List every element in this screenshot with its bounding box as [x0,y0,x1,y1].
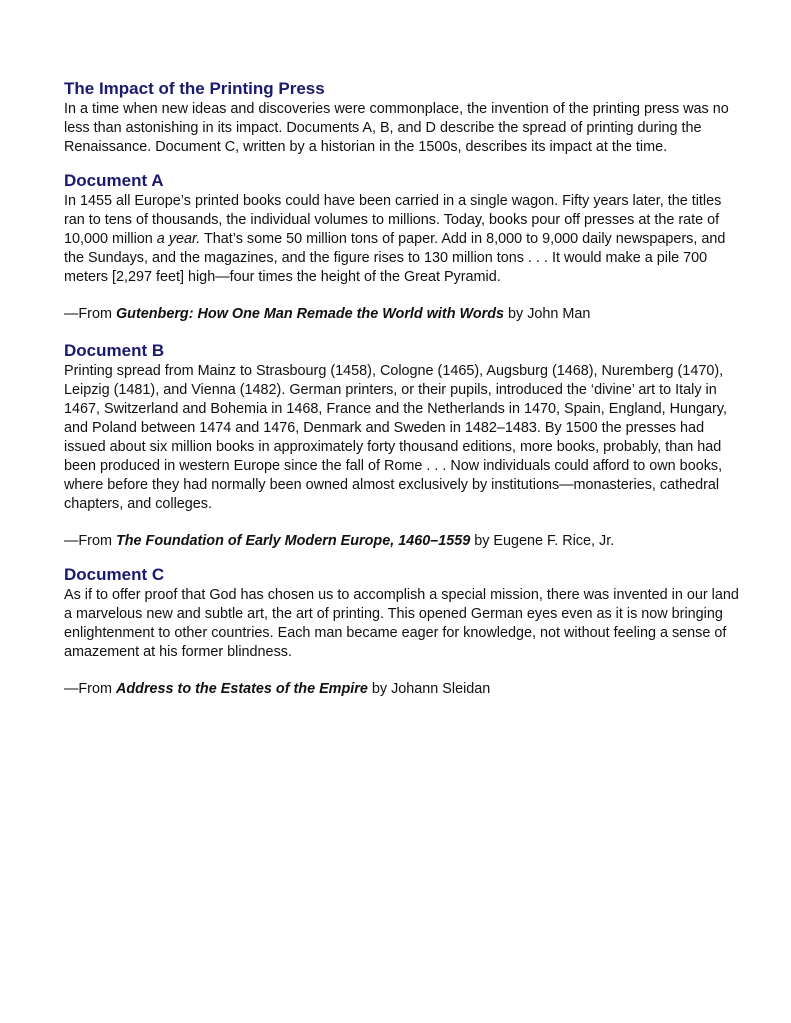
document-b-source-title: The Foundation of Early Modern Europe, 1460–1559 [115,533,471,549]
document-a-text-start: In 1455 all Europe’s printed books could have been carried in a single wagon. Fifty years later, the titles ran to tens of thousands, the individual volumes to millions. Today, books pour off presses at the rate of 10,000 million [64,193,722,247]
document-a-paragraph [64,192,744,287]
document-a-source-title: Gutenberg: How One Man Remade the World with Words [115,306,505,322]
page-title: The Impact of the Printing Press [64,79,325,98]
document-c-source-author: by Johann Sleidan [367,681,491,697]
document-b-section [64,340,744,551]
document-b-source-author: by Eugene F. Rice, Jr. [470,533,615,549]
document-c-source-prefix: —From [64,681,116,697]
document-c-paragraph: As if to offer proof that God has chosen us to accomplish a special mission, there was invented in our land a marvelous new and subtle art, the art of printing. This opened German eyes even as it is now bringing enlightenment to other countries. Each man became eager for knowledge, not without feeling a sense of amazement at his former blindness. [64,587,739,660]
document-b-source [64,532,744,551]
intro-paragraph: In a time when new ideas and discoveries were commonplace, the invention of the printing press was no less than astonishing in its impact. Documents A, B, and D describe the spread of printing during the Renaissance. Document C, written by a historian in the 1500s, describes its impact at the time. [64,101,729,155]
document-a-source-author: by John Man [504,306,591,322]
document-a-source [64,305,744,324]
document-a-text-end: That’s some 50 million tons of paper. Add in 8,000 to 9,000 daily newspapers, and the Sundays, and the magazines, and the figure rises to 130 million tons . . . It would make a pile 700 meters [2,297 feet] high—four times the height of the Great Pyramid. [64,231,726,285]
document-b-paragraph: Printing spread from Mainz to Strasbourg (1458), Cologne (1465), Augsburg (1468), Nuremberg (1470), Leipzig (1481), and Vienna (1482). German printers, or their pupils, introduced the ‘divine’ art to Italy in 1467, Switzerland and Bohemia in 1468, France and the Netherlands in 1470, Spain, England, Hungary, and Poland between 1474 and 1476, Denmark and Sweden in 1482–1483. By 1500 the presses had issued about six million books in approximately forty thousand editions, more books, probably, than had been produced in western Europe since the fall of Rome . . . Now individuals could afford to own books, where before they had normally been owned almost exclusively by institutions—monasteries, cathedral chapters, and colleges. [64,363,727,512]
document-a-text-emphasis: a year. [156,231,201,247]
document-c-source [64,680,744,699]
document-b-heading: Document B [64,341,165,360]
intro-section [64,78,744,157]
document-a-heading: Document A [64,171,164,190]
document-b-source-prefix: —From [64,533,116,549]
document-c-source-title: Address to the Estates of the Empire [115,681,368,697]
document-c-section [64,564,744,699]
document-a-section [64,170,744,324]
document-c-heading: Document C [64,565,165,584]
document-a-source-prefix: —From [64,306,116,322]
document-page [64,78,744,712]
